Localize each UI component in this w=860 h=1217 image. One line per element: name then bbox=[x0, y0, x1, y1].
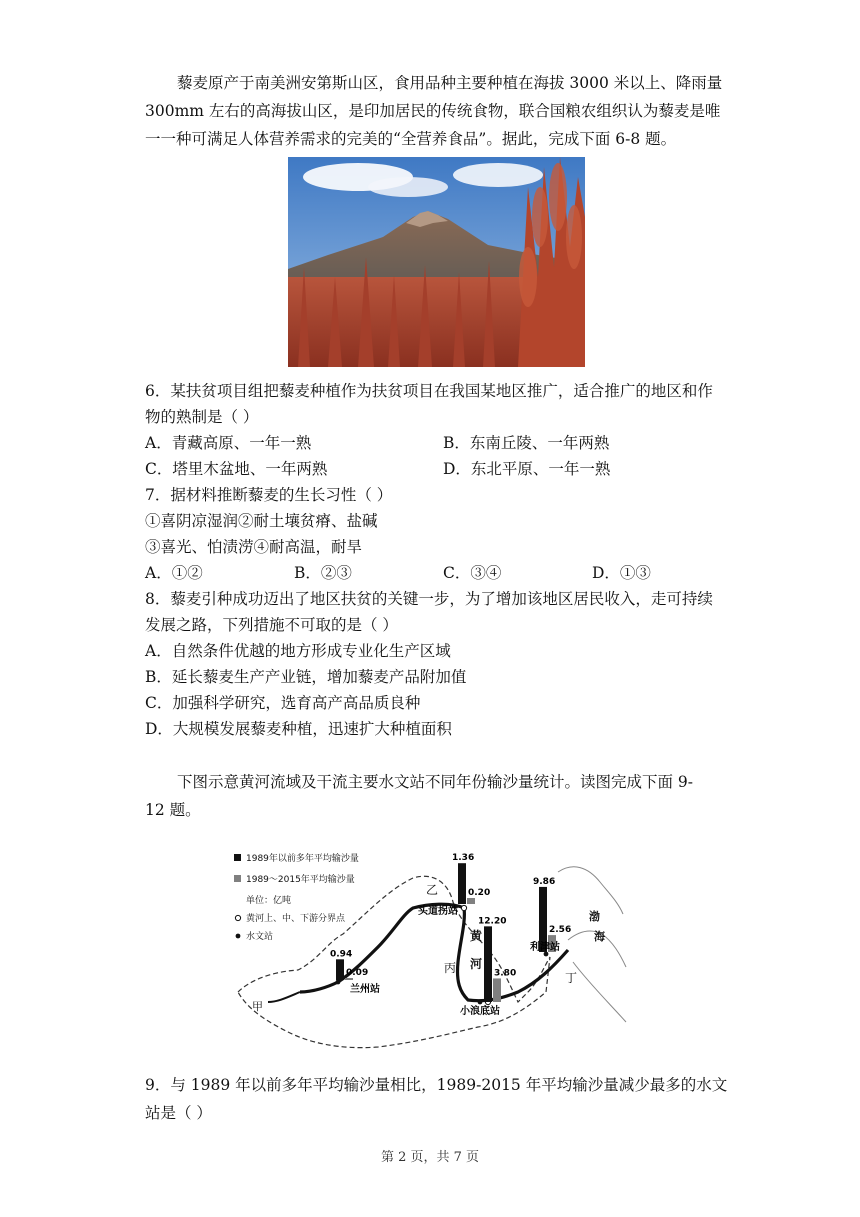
page-footer: 第 2 页，共 7 页 bbox=[380, 1150, 480, 1165]
bar-after-1 bbox=[467, 898, 475, 904]
label-bo: 渤 bbox=[589, 910, 600, 923]
q7-option-b[interactable]: B．②③ bbox=[294, 564, 352, 582]
bar-after-label-2: 3.80 bbox=[494, 968, 517, 979]
boundary-point-upper-middle bbox=[461, 905, 466, 910]
bar-before-2 bbox=[484, 926, 492, 1002]
label-ding: 丁 bbox=[565, 971, 578, 985]
bar-after-2 bbox=[493, 978, 501, 1002]
label-huang: 黄 bbox=[470, 929, 483, 943]
intro1-line-1: 藜麦原产于南美洲安第斯山区，食用品种主要种植在海拔 3000 米以上、降雨量 bbox=[177, 74, 723, 92]
q6-option-a[interactable]: A．青藏高原、一年一熟 bbox=[145, 434, 312, 452]
label-yi: 乙 bbox=[426, 883, 439, 897]
bar-after-label-0: 0.09 bbox=[346, 968, 369, 979]
q6-stem-line-2: 物的熟制是（ ） bbox=[145, 408, 259, 426]
bar-before-1 bbox=[458, 863, 466, 904]
label-jia: 甲 bbox=[252, 1000, 263, 1013]
q9-stem-line-1: 9．与 1989 年以前多年平均输沙量相比，1989-2015 年平均输沙量减少最多的水文 bbox=[145, 1076, 728, 1094]
bar-before-label-2: 12.20 bbox=[478, 916, 507, 927]
label-bing: 丙 bbox=[444, 961, 457, 975]
q7-option-a[interactable]: A．①② bbox=[145, 564, 203, 582]
bar-after-label-1: 0.20 bbox=[468, 888, 491, 898]
intro1-line-2: 300mm 左右的高海拔山区，是印加居民的传统食物，联合国粮农组织认为藜麦是唯 bbox=[145, 102, 721, 120]
intro2-line-2: 12 题。 bbox=[145, 801, 201, 819]
legend-after-label: 1989～2015年平均输沙量 bbox=[246, 875, 355, 885]
bar-after-label-3: 2.56 bbox=[549, 925, 572, 936]
station-point-icon bbox=[236, 934, 241, 939]
legend-boundary-label: 黄河上、中、下游分界点 bbox=[246, 914, 346, 924]
station-bars bbox=[330, 853, 571, 1017]
q7-option-d[interactable]: D．①③ bbox=[592, 564, 651, 582]
bar-before-0 bbox=[336, 959, 344, 980]
label-he: 河 bbox=[470, 957, 483, 971]
q6-option-b[interactable]: B．东南丘陵、一年两熟 bbox=[443, 434, 610, 452]
q7-statement-line-1: ①喜阴凉湿润②耐土壤贫瘠、盐碱 bbox=[145, 512, 378, 530]
label-hai: 海 bbox=[594, 930, 605, 943]
q8-option-a[interactable]: A．自然条件优越的地方形成专业化生产区域 bbox=[145, 642, 451, 660]
q7-option-c[interactable]: C．③④ bbox=[443, 564, 502, 582]
intro2-line-1: 下图示意黄河流域及干流主要水文站不同年份输沙量统计。读图完成下面 9- bbox=[177, 773, 694, 791]
quinoa-photo bbox=[288, 157, 585, 367]
legend-station-label: 水文站 bbox=[246, 932, 274, 942]
station-name-2: 小浪底站 bbox=[460, 1006, 500, 1017]
q8-stem-line-1: 8．藜麦引种成功迈出了地区扶贫的关键一步，为了增加该地区居民收入，走可持续 bbox=[145, 590, 713, 608]
station-dot-0 bbox=[336, 980, 341, 985]
boundary-point-icon bbox=[235, 915, 240, 920]
station-name-1: 头道拐站 bbox=[418, 906, 458, 917]
q9-stem-line-2: 站是（ ） bbox=[145, 1104, 212, 1122]
yellow-river-map bbox=[228, 842, 628, 1054]
bar-after-0 bbox=[345, 978, 353, 980]
q7-statement-line-2: ③喜光、怕渍涝④耐高温，耐旱 bbox=[145, 538, 363, 556]
q8-option-c[interactable]: C．加强科学研究，选育高产高品质良种 bbox=[145, 694, 421, 712]
q8-stem-line-2: 发展之路，下列措施不可取的是（ ） bbox=[145, 616, 398, 634]
bar-before-label-3: 9.86 bbox=[533, 876, 556, 887]
q6-option-c[interactable]: C．塔里木盆地、一年两熟 bbox=[145, 460, 328, 478]
station-dot-2 bbox=[478, 1000, 483, 1005]
q8-option-b[interactable]: B．延长藜麦生产产业链，增加藜麦产品附加值 bbox=[145, 668, 467, 686]
bar-before-label-0: 0.94 bbox=[330, 949, 353, 960]
station-name-0: 兰州站 bbox=[350, 984, 380, 995]
q7-stem: 7．据材料推断藜麦的生长习性（ ） bbox=[145, 486, 393, 504]
q6-option-d[interactable]: D．东北平原、一年一熟 bbox=[443, 460, 611, 478]
q6-stem-line-1: 6．某扶贫项目组把藜麦种植作为扶贫项目在我国某地区推广，适合推广的地区和作 bbox=[145, 382, 713, 400]
bar-before-label-1: 1.36 bbox=[452, 853, 475, 864]
q8-option-d[interactable]: D．大规模发展藜麦种植，迅速扩大种植面积 bbox=[145, 720, 452, 738]
station-name-3: 利津站 bbox=[530, 942, 560, 953]
legend-after-swatch bbox=[234, 875, 241, 882]
legend-before-label: 1989年以前多年平均输沙量 bbox=[246, 854, 359, 864]
legend-unit-label: 单位：亿吨 bbox=[246, 896, 292, 906]
intro1-line-3: 一一种可满足人体营养需求的完美的“全营养食品”。据此，完成下面 6-8 题。 bbox=[145, 130, 677, 148]
legend-before-swatch bbox=[234, 854, 241, 861]
